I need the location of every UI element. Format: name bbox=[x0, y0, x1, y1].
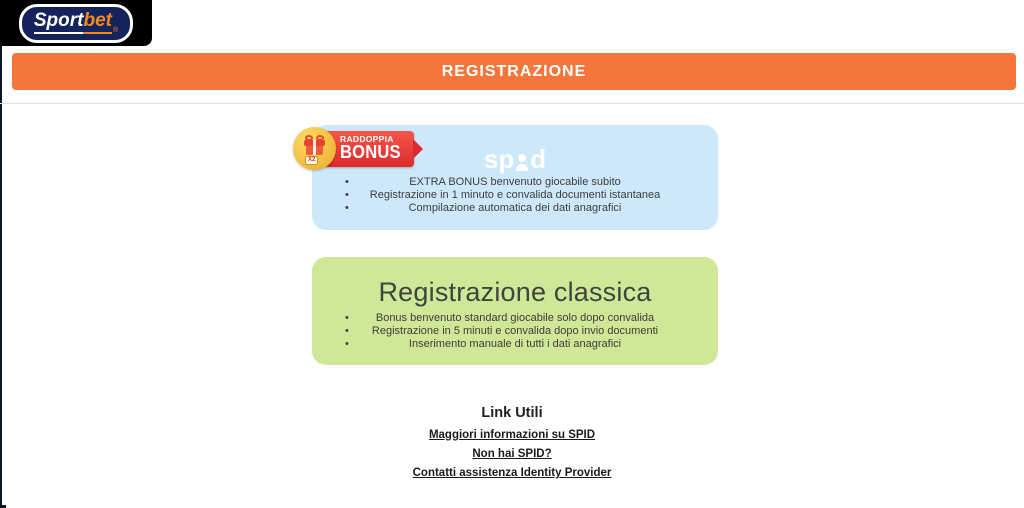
list-item: • Inserimento manuale di tutti i dati anagrafici bbox=[312, 338, 718, 351]
list-item: • Bonus benvenuto standard giocabile solo dopo convalida bbox=[312, 312, 718, 325]
page-title: REGISTRAZIONE bbox=[441, 62, 587, 80]
registered-trademark: ® bbox=[112, 26, 119, 34]
gift-icon bbox=[293, 127, 336, 170]
list-item: • EXTRA BONUS benvenuto giocabile subito bbox=[312, 176, 718, 189]
classic-card-title: Registrazione classica bbox=[378, 277, 652, 307]
header-divider bbox=[0, 103, 1024, 104]
logo-text-sport: Sport bbox=[34, 11, 84, 34]
double-bonus-badge bbox=[293, 127, 414, 170]
page-header-bar bbox=[12, 53, 1016, 90]
brand-logo[interactable] bbox=[0, 0, 152, 46]
useful-links-section bbox=[0, 405, 1024, 486]
link-identity-provider-support[interactable]: Contatti assistenza Identity Provider bbox=[412, 467, 612, 479]
list-item: • Registrazione in 5 minuti e convalida dopo invio documenti bbox=[312, 325, 718, 338]
links-heading: Link Utili bbox=[481, 405, 543, 421]
bonus-tag-line2: BONUS bbox=[340, 142, 401, 163]
bonus-ribbon-tag bbox=[324, 131, 414, 167]
spid-person-icon bbox=[516, 154, 528, 171]
link-spid-info[interactable]: Maggiori informazioni su SPID bbox=[428, 429, 596, 441]
list-item: • Registrazione in 1 minuto e convalida documenti istantanea bbox=[312, 189, 718, 202]
list-item: • Compilazione automatica dei dati anagrafici bbox=[312, 202, 718, 215]
spid-logo-sp: sp bbox=[483, 144, 515, 174]
link-no-spid[interactable]: Non hai SPID? bbox=[472, 448, 552, 460]
bonus-tag-line1: RADDOPPIA bbox=[340, 133, 394, 144]
logo-text-bet: bet bbox=[83, 11, 112, 34]
sportbet-logo-pill bbox=[19, 4, 133, 43]
classic-registration-card[interactable] bbox=[312, 257, 718, 365]
spid-benefits-list bbox=[312, 176, 718, 215]
bonus-multiplier-label: X2 bbox=[305, 156, 318, 165]
spid-registration-card[interactable] bbox=[308, 125, 718, 230]
spid-logo-d: d bbox=[530, 144, 547, 174]
classic-features-list bbox=[312, 312, 718, 351]
